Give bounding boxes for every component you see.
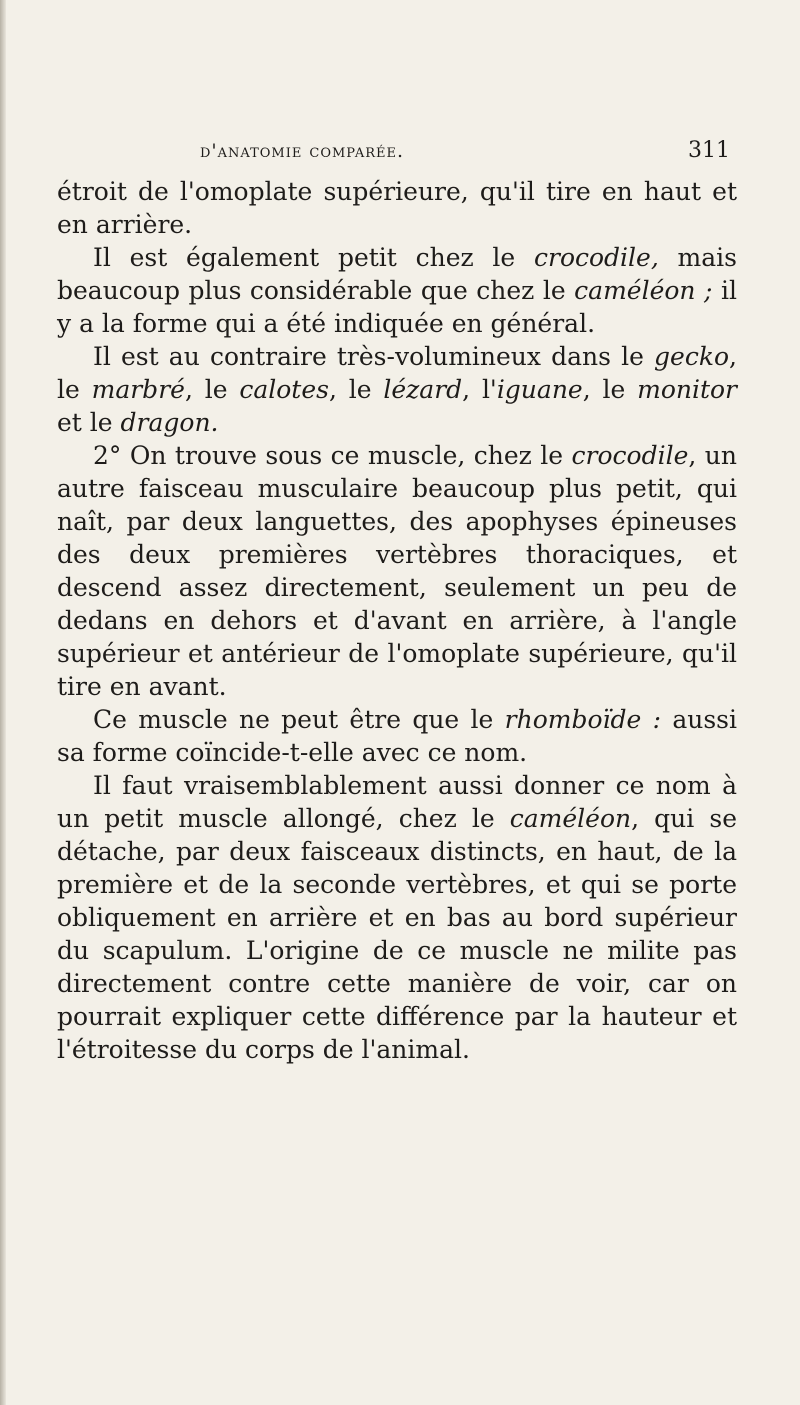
paragraph [57,241,737,340]
text-run: mais beaucoup plus considérable que chez le [57,243,737,305]
text-run: Ce muscle ne peut être que le [93,705,505,734]
text-run: étroit de l'omoplate supérieure, qu'il tire en haut et en arrière. [57,177,737,239]
text-run: 2° On trouve sous ce muscle, chez le [93,441,572,470]
text-run: aussi sa forme coïncide-t-elle avec ce nom. [57,705,737,767]
header-title: d'anatomie comparée. [200,140,405,162]
italic-term: calotes [239,375,329,404]
italic-term: crocodile [571,441,689,470]
italic-term: rhomboïde : [504,705,662,734]
text-run: Il faut vraisemblablement aussi donner ce nom à un petit muscle allongé, chez le [57,771,737,833]
paragraph [57,703,737,769]
paragraph [57,340,737,439]
italic-term: caméléon ; [574,276,713,305]
text-run: , un autre faisceau musculaire beaucoup plus petit, qui naît, par deux languettes, des apophyses épineuses des deux premières vertèbres thoraciques, et descend assez directement, seulement un peu de dedans en dehors et d'avant en arrière, à l'angle supérieur et antérieur de l'omoplate supérieure, qu'il tire en avant. [57,441,737,701]
running-header [200,140,730,162]
text-run: , le [184,375,240,404]
page-edge [0,0,6,1405]
italic-term: marbré [91,375,185,404]
text-run: Il est au contraire très-volumineux dans le [93,342,655,371]
text-run: , l' [462,375,497,404]
text-run: , le [582,375,638,404]
paragraph [57,439,737,703]
italic-term: iguane [496,375,583,404]
text-run: Il est également petit chez le [93,243,534,272]
body-text [57,175,737,1066]
italic-term: monitor [637,375,738,404]
paragraph [57,769,737,1066]
text-run: il y a la forme qui a été indiquée en général. [57,276,737,338]
italic-term: dragon. [120,408,219,437]
paragraph [57,175,737,241]
italic-term: crocodile, [534,243,659,272]
italic-term: gecko [654,342,730,371]
italic-term: caméléon [509,804,632,833]
italic-term: lézard [383,375,463,404]
text-run: , le [57,342,737,404]
page-number: 311 [688,138,730,163]
text-run: , le [328,375,384,404]
text-run: et le [57,408,121,437]
text-run: , qui se détache, par deux faisceaux distincts, en haut, de la première et de la seconde vertèbres, et qui se porte obliquement en arrière et en bas au bord supérieur du scapulum. L'origine de ce muscle ne milite pas directement contre cette manière de voir, car on pourrait expliquer cette différence par la hauteur et l'étroitesse du corps de l'animal. [57,804,737,1064]
